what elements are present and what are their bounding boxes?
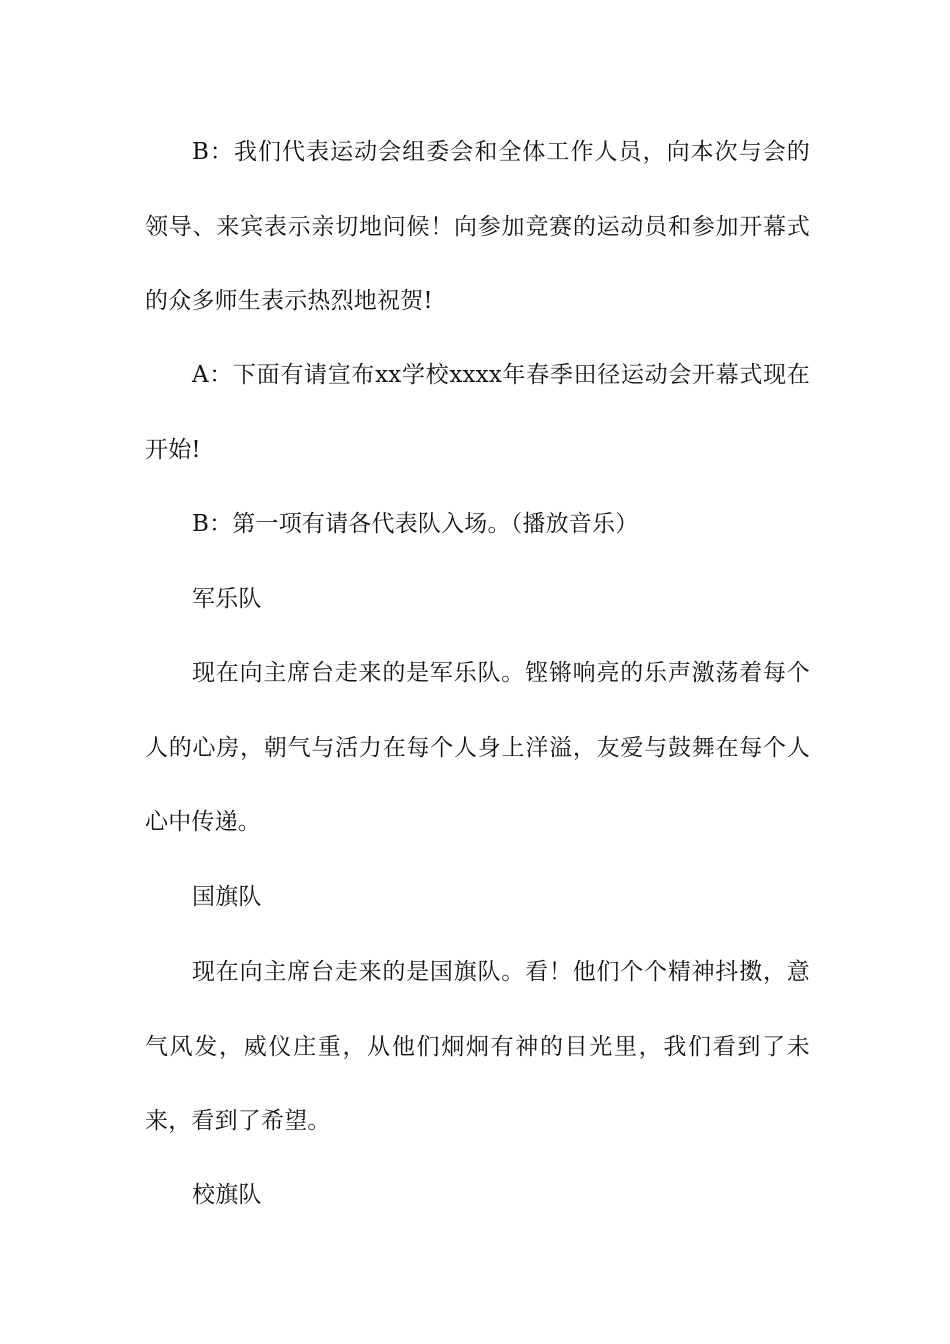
- paragraph-b-greeting: B：我们代表运动会组委会和全体工作人员，向本次与会的领导、来宾表示亲切地问候！向参加竞赛的运动员和参加开幕式的众多师生表示热烈地祝贺!: [145, 139, 810, 314]
- heading-military-band: 军乐队: [192, 586, 262, 612]
- paragraph-national-flag-team: 现在向主席台走来的是国旗队。看！他们个个精神抖擞，意气风发，威仪庄重，从他们炯炯有神的目光里，我们看到了未来，看到了希望。: [145, 959, 810, 1134]
- paragraph-military-band: 现在向主席台走来的是军乐队。铿锵响亮的乐声激荡着每个人的心房，朝气与活力在每个人身上洋溢，友爱与鼓舞在每个人心中传递。: [145, 660, 810, 835]
- heading-national-flag-team: 国旗队: [192, 884, 262, 910]
- paragraph-a-announcement: A：下面有请宣布xx学校xxxx年春季田径运动会开幕式现在开始!: [145, 362, 810, 463]
- paragraph-b-first-item: B：第一项有请各代表队入场。（播放音乐）: [192, 511, 639, 537]
- heading-school-flag-team: 校旗队: [192, 1182, 262, 1208]
